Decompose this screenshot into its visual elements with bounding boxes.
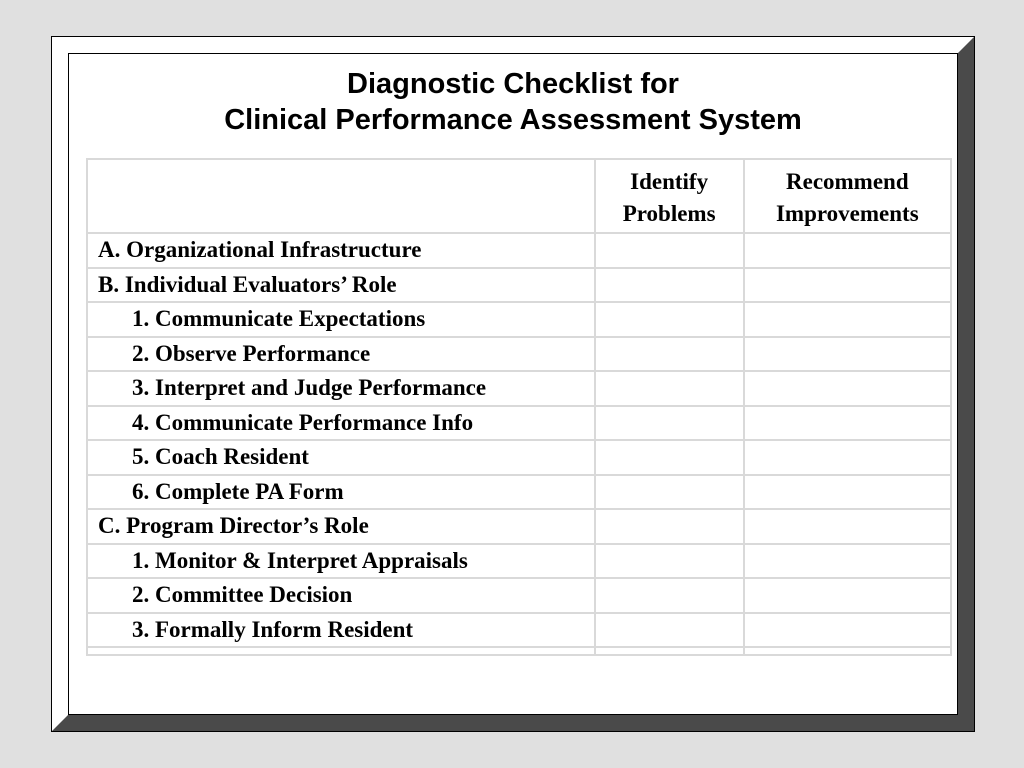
recommend-improvements-cell[interactable]	[744, 475, 951, 510]
identify-problems-cell[interactable]	[595, 406, 744, 441]
table-row	[87, 578, 951, 613]
identify-problems-cell[interactable]	[595, 509, 744, 544]
identify-problems-cell[interactable]	[595, 337, 744, 372]
header-identify-line-2: Problems	[622, 201, 716, 226]
identify-problems-cell[interactable]	[595, 440, 744, 475]
identify-problems-cell[interactable]	[595, 475, 744, 510]
row-label: 1. Monitor & Interpret Appraisals	[87, 544, 595, 579]
recommend-improvements-cell[interactable]	[744, 509, 951, 544]
identify-problems-cell[interactable]	[595, 544, 744, 579]
recommend-improvements-cell[interactable]	[744, 302, 951, 337]
table-row	[87, 544, 951, 579]
header-identify-problems	[595, 159, 744, 233]
table-header-row	[87, 159, 951, 233]
recommend-improvements-cell[interactable]	[744, 440, 951, 475]
tail-cell	[87, 647, 595, 655]
header-identify-line-1: Identify	[630, 169, 709, 194]
row-label: C. Program Director’s Role	[87, 509, 595, 544]
row-label: 3. Formally Inform Resident	[87, 613, 595, 648]
title-line-2: Clinical Performance Assessment System	[224, 104, 802, 136]
row-label: 1. Communicate Expectations	[87, 302, 595, 337]
table-row	[87, 268, 951, 303]
row-label: 4. Communicate Performance Info	[87, 406, 595, 441]
row-label: 6. Complete PA Form	[87, 475, 595, 510]
identify-problems-cell[interactable]	[595, 371, 744, 406]
row-label: A. Organizational Infrastructure	[87, 233, 595, 268]
header-recommend-line-2: Improvements	[775, 201, 919, 226]
identify-problems-cell[interactable]	[595, 302, 744, 337]
row-label: 2. Observe Performance	[87, 337, 595, 372]
recommend-improvements-cell[interactable]	[744, 544, 951, 579]
row-label: 5. Coach Resident	[87, 440, 595, 475]
recommend-improvements-cell[interactable]	[744, 613, 951, 648]
checklist-body	[87, 233, 951, 655]
table-row	[87, 509, 951, 544]
header-recommend-improvements	[744, 159, 951, 233]
header-recommend-line-1: Recommend	[786, 169, 909, 194]
row-label: 3. Interpret and Judge Performance	[87, 371, 595, 406]
recommend-improvements-cell[interactable]	[744, 578, 951, 613]
title-line-1: Diagnostic Checklist for	[347, 68, 679, 100]
identify-problems-cell[interactable]	[595, 233, 744, 268]
row-label: B. Individual Evaluators’ Role	[87, 268, 595, 303]
header-label-column	[87, 159, 595, 233]
slide-frame	[52, 37, 974, 731]
table-row	[87, 337, 951, 372]
recommend-improvements-cell[interactable]	[744, 233, 951, 268]
page-title	[69, 66, 957, 138]
identify-problems-cell[interactable]	[595, 613, 744, 648]
tail-cell	[595, 647, 744, 655]
table-row	[87, 302, 951, 337]
checklist-table	[86, 158, 952, 656]
row-label: 2. Committee Decision	[87, 578, 595, 613]
table-row	[87, 233, 951, 268]
table-tail-row	[87, 647, 951, 655]
identify-problems-cell[interactable]	[595, 578, 744, 613]
identify-problems-cell[interactable]	[595, 268, 744, 303]
table-row	[87, 371, 951, 406]
recommend-improvements-cell[interactable]	[744, 371, 951, 406]
table-row	[87, 613, 951, 648]
recommend-improvements-cell[interactable]	[744, 337, 951, 372]
recommend-improvements-cell[interactable]	[744, 406, 951, 441]
recommend-improvements-cell[interactable]	[744, 268, 951, 303]
table-row	[87, 406, 951, 441]
table-row	[87, 440, 951, 475]
tail-cell	[744, 647, 951, 655]
table-row	[87, 475, 951, 510]
